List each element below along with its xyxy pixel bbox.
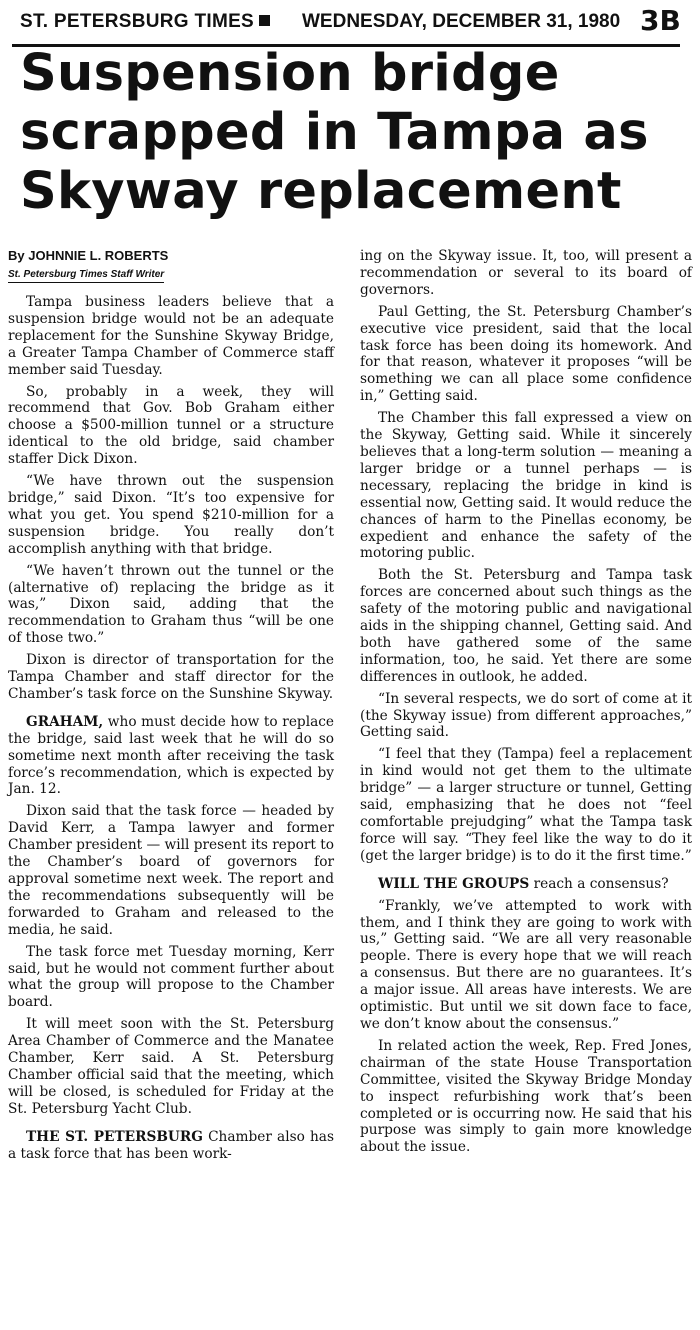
byline: [8, 247, 338, 283]
section-text: who must decide how to replace the bridge, said last week that he will do so sometime next month after receiving the task force’s recommendation, which is expected by Jan. 12.: [8, 713, 334, 798]
newspaper-name: ST. PETERSBURG TIMES: [20, 11, 255, 32]
section-paragraph: [8, 1129, 334, 1163]
article-column-1: [8, 294, 334, 1168]
paragraph: “Frankly, we’ve attempted to work with them, and I think they are going to work with us,” Getting said. “We are all very reasonable people. There is every hope that we will reach a consensus. But there are no guarantees. It’s a major issue. All areas have interests. We are optimistic. But until we sit down face to face, we don’t know about the consensus.”: [360, 897, 692, 1032]
section-lead: GRAHAM,: [26, 713, 104, 730]
continued-paragraph: ing on the Skyway issue. It, too, will present a recommendation or several to its board of governors.: [360, 248, 692, 298]
paragraph: So, probably in a week, they will recommend that Gov. Bob Graham either choose a $500-million tunnel or a structure identical to the old bridge, said chamber staffer Dick Dixon.: [8, 383, 334, 468]
section-text: Chamber also has a task force that has been work-: [8, 1128, 334, 1162]
paragraph: Dixon is director of transportation for the Tampa Chamber and staff director for the Chamber’s task force on the Sunshine Skyway.: [8, 652, 334, 702]
author-title: St. Petersburg Times Staff Writer: [8, 268, 164, 283]
section-paragraph: [8, 714, 334, 799]
paragraph: Both the St. Petersburg and Tampa task forces are concerned about such things as the safety of the motoring public and navigational aids in the shipping channel, Getting said. And both have gathered some of the same information, too, he said. Yet there are some differences in outlook, he added.: [360, 567, 692, 685]
paragraph: The Chamber this fall expressed a view on the Skyway, Getting said. While it sincerely believes that a long-term solution — meaning a larger bridge or a tunnel perhaps — is necessary, replacing the bridge in kind is essential now, Getting said. It would reduce the chances of harm to the Pinellas economy, be expedient and enhance the safety of the motoring public.: [360, 410, 692, 562]
paragraph: Tampa business leaders believe that a suspension bridge would not be an adequate replacement for the Sunshine Skyway Bridge, a Greater Tampa Chamber of Commerce staff member said Tuesday.: [8, 294, 334, 378]
section-lead: WILL THE GROUPS: [378, 875, 530, 892]
section-lead: THE ST. PETERSBURG: [26, 1128, 203, 1145]
paragraph: “In several respects, we do sort of come at it (the Skyway issue) from different approaches,” Getting said.: [360, 690, 692, 741]
masthead: [12, 0, 680, 47]
headline-line: Skyway replacement: [20, 162, 622, 221]
paragraph: “We haven’t thrown out the tunnel or the (alternative of) replacing the bridge as it was,” Dixon said, adding that the recommendation to Graham thus “will be one of those two.”: [8, 562, 334, 647]
headline: [20, 44, 690, 221]
page-number: 3B: [640, 4, 681, 37]
paragraph: “I feel that they (Tampa) feel a replacement in kind would not get them to the ultimate bridge” — a larger structure or tunnel, Getting said, emphasizing that he does not “feel comfortable prejudging” what the Tampa task force will say. “They feel like the way to do it (get the larger bridge) is to do it the first time.”: [360, 746, 692, 864]
issue-date: WEDNESDAY, DECEMBER 31, 1980: [302, 11, 621, 32]
headline-line: Suspension bridge: [20, 44, 560, 103]
bullet-separator-icon: [259, 15, 270, 26]
paragraph: The task force met Tuesday morning, Kerr said, but he would not comment further about what the group will propose to the Chamber board.: [8, 943, 334, 1011]
headline-line: scrapped in Tampa as: [20, 103, 649, 162]
paragraph: Paul Getting, the St. Petersburg Chamber’s executive vice president, said that the local task force has been doing its homework. And for that reason, whatever it proposes “will be something we can all place some confidence in,” Getting said.: [360, 303, 692, 405]
paragraph: In related action the week, Rep. Fred Jones, chairman of the state House Transportation Committee, visited the Skyway Bridge Monday to inspect refurbishing work that’s been completed or is occurring now. He said that his purpose was simply to gain more knowledge about the issue.: [360, 1037, 692, 1156]
section-text: reach a consensus?: [529, 875, 669, 892]
paragraph: Dixon said that the task force — headed by David Kerr, a Tampa lawyer and former Chamber president — will present its report to the Chamber’s board of governors for approval sometime next week. The report and the recommendations subsequently will be forwarded to Graham and released to the media, he said.: [8, 803, 334, 938]
author-name: By JOHNNIE L. ROBERTS: [8, 248, 169, 263]
article-column-2: [360, 248, 692, 1161]
paragraph: It will meet soon with the St. Petersburg Area Chamber of Commerce and the Manatee Chamber, Kerr said. A St. Petersburg Chamber official said that the meeting, which will be closed, is scheduled for Friday at the St. Petersburg Yacht Club.: [8, 1016, 334, 1117]
section-paragraph: [360, 876, 692, 893]
paragraph: “We have thrown out the suspension bridge,” said Dixon. “It’s too expensive for what you get. You spend $210-million for a suspension bridge. You really don’t accomplish anything with that bridge.: [8, 473, 334, 557]
